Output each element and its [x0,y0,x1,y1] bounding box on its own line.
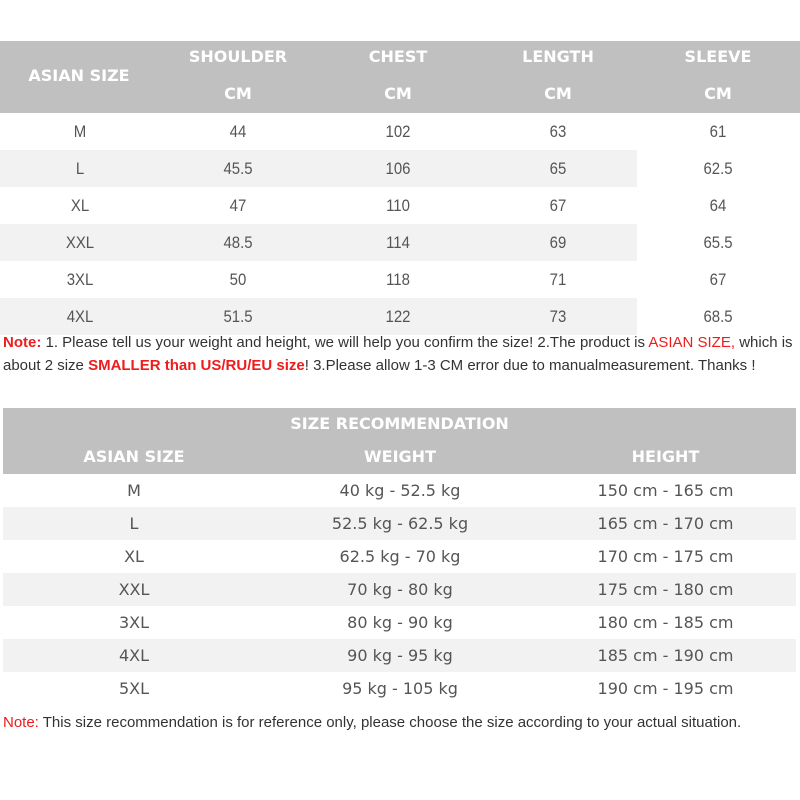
note-text: This size recommendation is for reference only, please choose the size according to your actual situation. [38,714,742,731]
size-chart-header [0,41,800,113]
cell-shoulder: 51.5 [223,307,253,326]
header-asian-size: ASIAN SIZE [28,66,130,85]
cell-sleeve: 61 [709,122,727,141]
cell-height: 185 cm - 190 cm [597,646,734,665]
table-row [0,298,800,335]
note-text-1: 1. Please tell us your weight and height, we will help you confirm the size! 2.The product is [41,334,649,351]
header-height: HEIGHT [631,447,700,466]
cell-size: L [129,514,139,533]
cell-sleeve: 68.5 [703,307,733,326]
size-chart-table [0,41,800,335]
table-row [3,540,796,573]
cell-length: 67 [549,196,567,215]
cell-chest: 102 [385,122,411,141]
table-row [0,261,800,298]
table-row [3,573,796,606]
table-row [3,672,796,705]
cell-weight: 95 kg - 105 kg [342,679,458,698]
cell-size: 3XL [118,613,150,632]
cell-length: 71 [549,270,567,289]
table-row [0,150,800,187]
cell-height: 170 cm - 175 cm [597,547,734,566]
table-row [0,187,800,224]
recommendation-header [3,408,796,474]
cell-size: M [127,481,141,500]
recommendation-title: SIZE RECOMMENDATION [290,414,509,433]
cell-chest: 110 [386,196,410,215]
cell-shoulder: 50 [229,270,247,289]
cell-size: 3XL [66,270,94,289]
note-label: Note: [3,714,39,731]
cell-size: XL [124,547,144,566]
header-asian-size: ASIAN SIZE [83,447,185,466]
cell-chest: 122 [385,307,411,326]
cell-height: 150 cm - 165 cm [597,481,734,500]
cell-size: XXL [118,580,150,599]
cell-height: 190 cm - 195 cm [597,679,734,698]
note-highlight-smaller: SMALLER than US/RU/EU size [88,357,305,374]
cell-length: 73 [549,307,567,326]
table-row [0,113,800,150]
cell-weight: 80 kg - 90 kg [347,613,453,632]
cell-chest: 118 [386,270,410,289]
cell-length: 65 [549,159,567,178]
note-text-3: ! 3.Please allow 1-3 CM error due to manualmeasurement. Thanks ! [304,357,756,374]
header-length-unit: CM [544,84,572,103]
cell-sleeve: 62.5 [703,159,733,178]
header-sleeve-unit: CM [704,84,732,103]
cell-shoulder: 48.5 [223,233,253,252]
header-sleeve: SLEEVE [684,47,752,66]
cell-chest: 106 [385,159,411,178]
cell-weight: 70 kg - 80 kg [347,580,453,599]
cell-chest: 114 [386,233,410,252]
cell-size: XL [70,196,90,215]
cell-height: 175 cm - 180 cm [597,580,734,599]
note-label: Note: [3,334,42,351]
cell-size: L [75,159,85,178]
cell-size: 4XL [66,307,94,326]
cell-weight: 62.5 kg - 70 kg [339,547,461,566]
table-row [3,639,796,672]
cell-length: 69 [549,233,567,252]
table-row [3,507,796,540]
cell-shoulder: 47 [229,196,247,215]
header-length: LENGTH [522,47,594,66]
header-chest-unit: CM [384,84,412,103]
table-row [3,606,796,639]
cell-sleeve: 64 [709,196,727,215]
cell-size: XXL [65,233,95,252]
recommendation-note [3,712,798,734]
header-weight: WEIGHT [364,447,436,466]
cell-shoulder: 45.5 [223,159,253,178]
table-row [3,474,796,507]
cell-shoulder: 44 [229,122,247,141]
size-note [3,331,798,377]
header-chest: CHEST [368,47,428,66]
cell-weight: 52.5 kg - 62.5 kg [331,514,469,533]
cell-size: 5XL [118,679,150,698]
cell-size: M [73,122,87,141]
header-shoulder-unit: CM [224,84,252,103]
cell-sleeve: 67 [709,270,727,289]
cell-size: 4XL [118,646,150,665]
table-row [0,224,800,261]
cell-length: 63 [549,122,567,141]
size-recommendation-table [3,408,796,705]
note-highlight-asian-size: ASIAN SIZE, [648,334,736,351]
cell-weight: 40 kg - 52.5 kg [339,481,461,500]
note-text-2: which is about 2 size [3,334,793,374]
cell-height: 180 cm - 185 cm [597,613,734,632]
header-shoulder: SHOULDER [188,47,288,66]
cell-height: 165 cm - 170 cm [597,514,734,533]
cell-sleeve: 65.5 [703,233,733,252]
cell-weight: 90 kg - 95 kg [347,646,453,665]
